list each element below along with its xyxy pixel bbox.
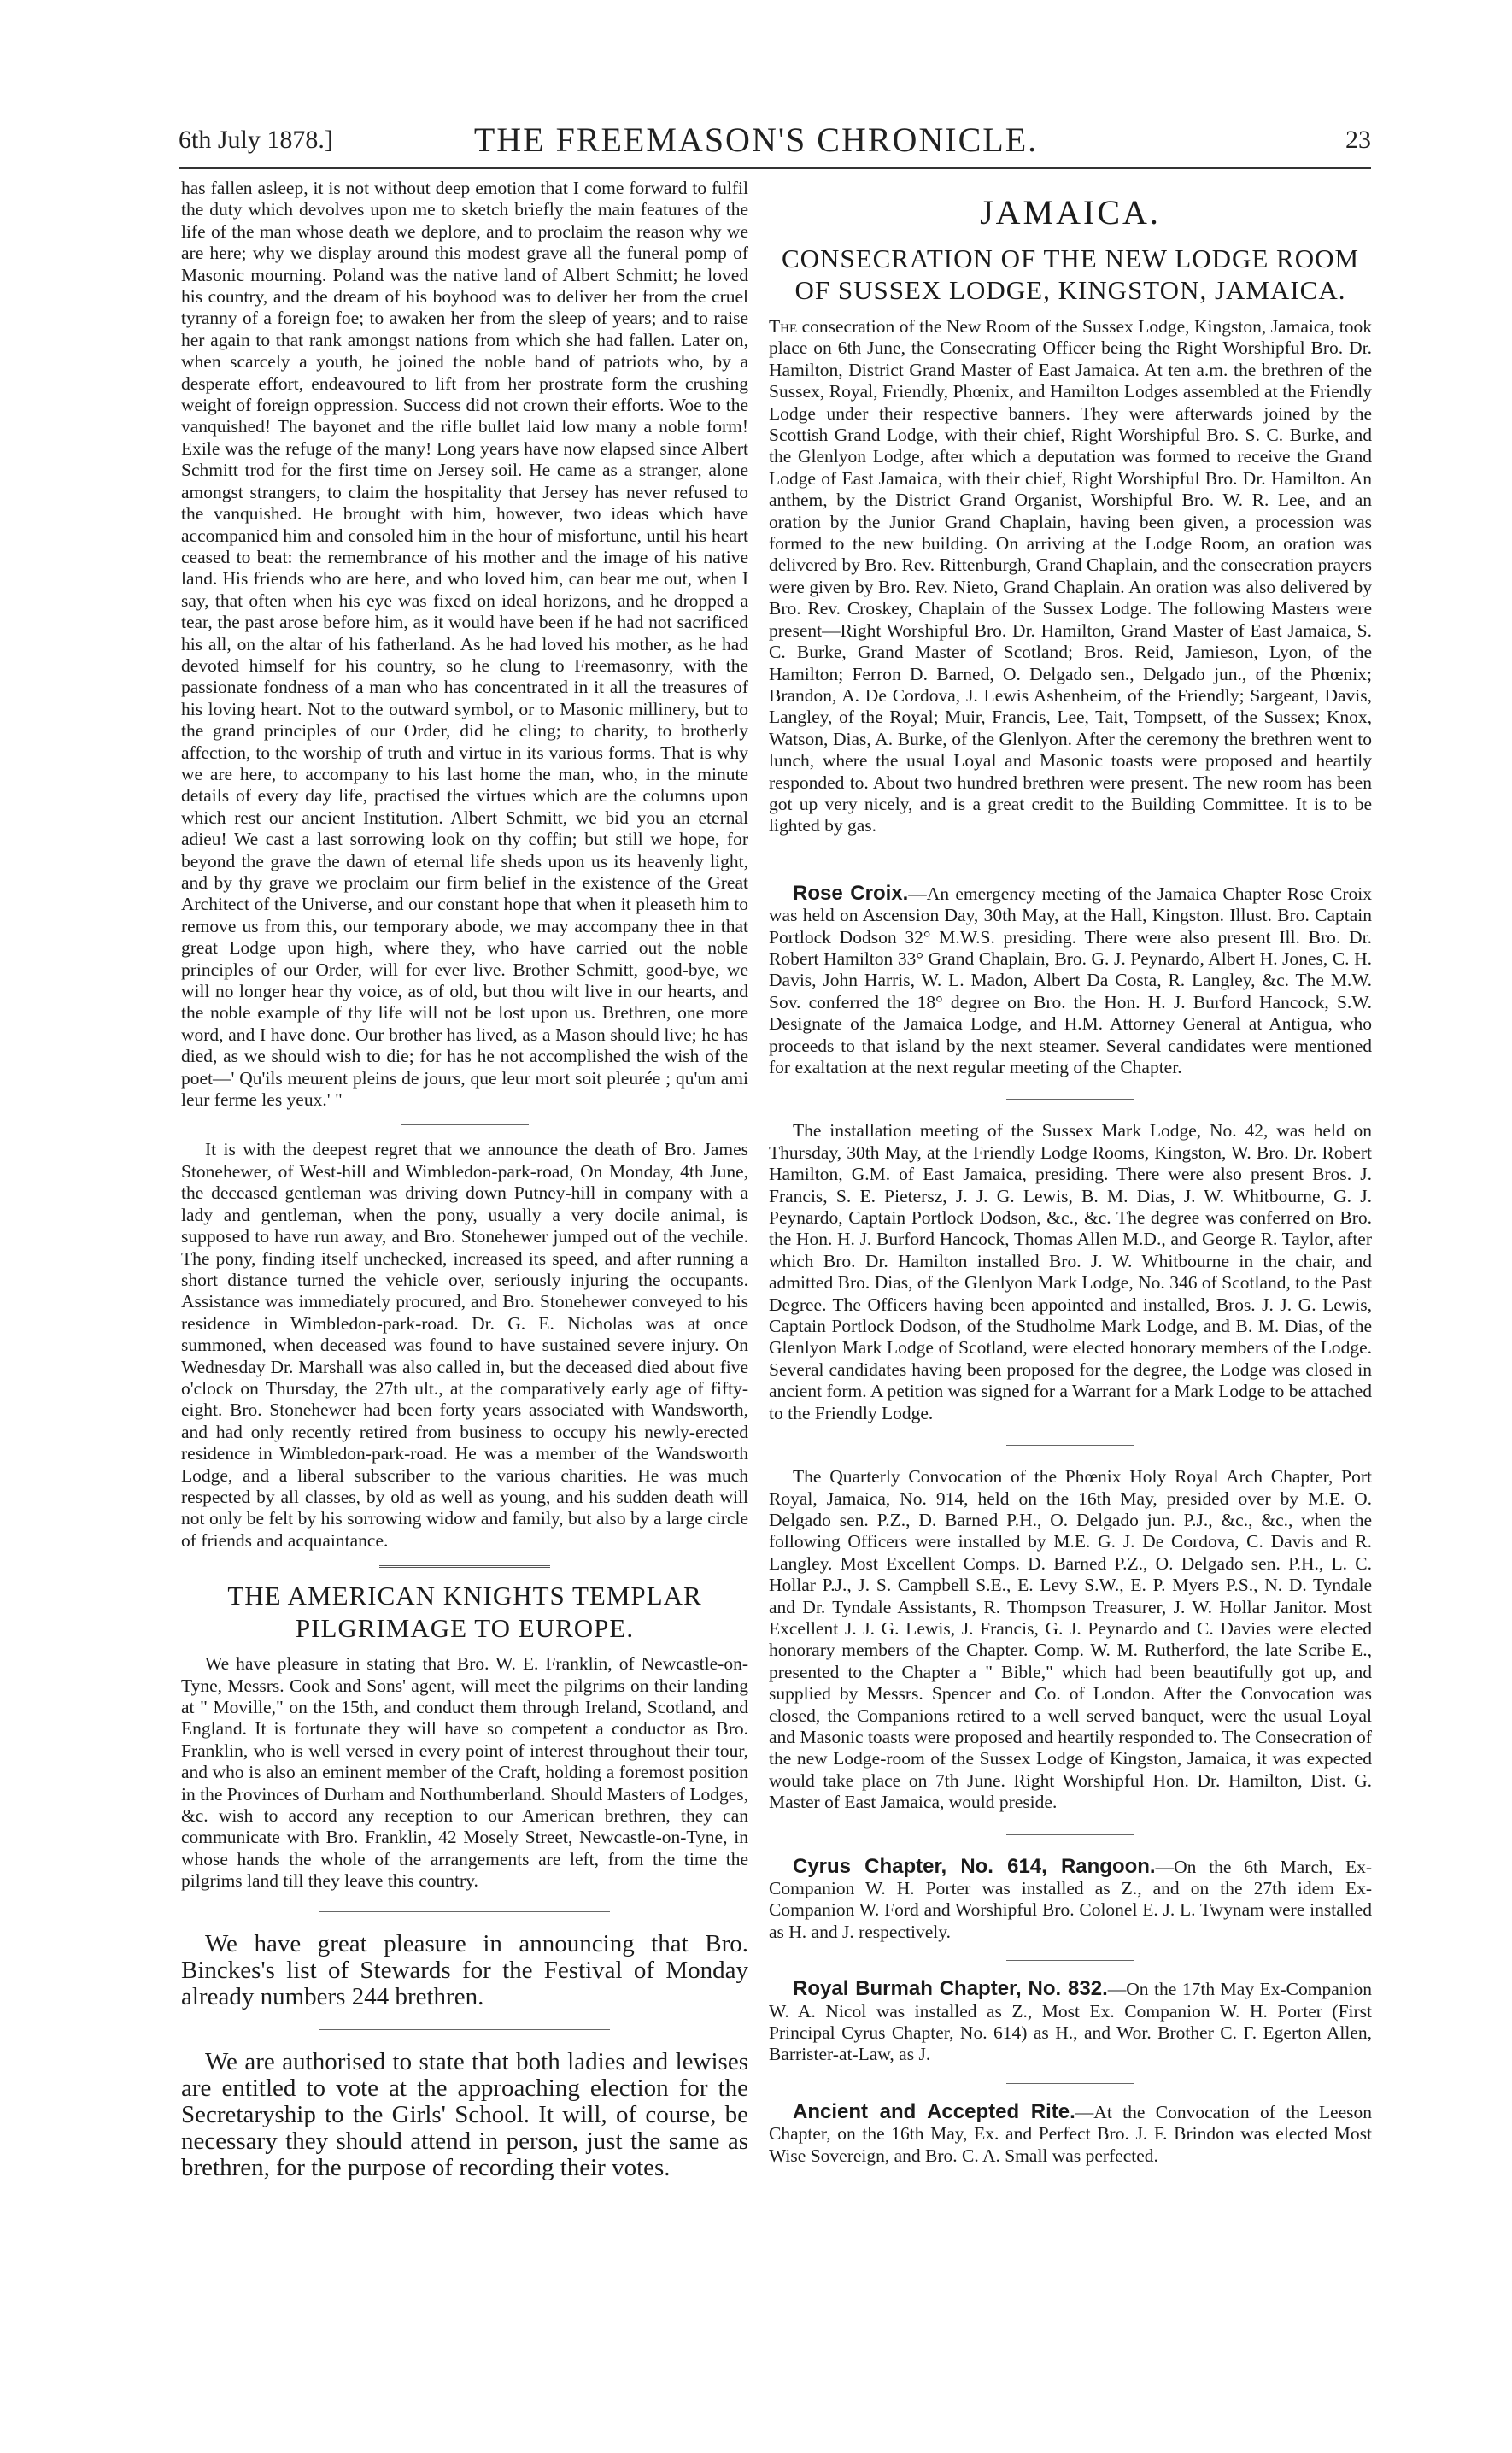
right-column xyxy=(769,178,1372,2167)
header-page-number: 23 xyxy=(1345,126,1371,154)
ancient-lead: Ancient and Accepted Rite. xyxy=(793,2099,1075,2123)
knights-subheading: PILGRIMAGE TO EUROPE. xyxy=(295,1613,635,1644)
jamaica-heading: JAMAICA. xyxy=(980,193,1161,232)
separator-rule xyxy=(1006,1445,1134,1446)
separator-rule xyxy=(379,1565,550,1568)
mark-lodge-article: The installation meeting of the Sussex Mark Lodge, No. 42, was held on Thursday, 30th May, at the Friendly Lodge Rooms, Kingston, W. Bro. Dr. Robert Hamilton, G.M. of East Jamaica, presiding. There were also present Bros. J. Francis, S. E. Pietersz, J. J. G. Lewis, B. M. Dias, J. W. Whitbourne, G. J. Peynardo, Captain Portlock Dodson, &c., &c. The degree was conferred on Bro. the Hon. H. J. Burford Hancock, Thomas Allen M.D., and George R. Taylor, after which Bro. Dr. Hamilton installed Bro. J. W. Whitbourne in the chair, and admitted Bro. Dias, of the Glenlyon Mark Lodge, No. 346 of Scotland, to the Past Degree. The Officers having been appointed and installed, Bros. J. J. G. Lewis, Captain Portlock Dodson, of the Studholme Mark Lodge, and B. M. Dias, of the Glenlyon Mark Lodge of Scotland, were elected honorary members of the Lodge. Several candidates having been proposed for the degree, the Lodge was closed in ancient form. A petition was signed for a Warrant for a Mark Lodge to be attached to the Friendly Lodge. xyxy=(769,1120,1372,1423)
left-column xyxy=(181,178,748,2181)
header-date: 6th July 1878.] xyxy=(179,126,333,154)
consecration-article xyxy=(769,316,1372,837)
consecration-body: consecration of the New Room of the Sussex Lodge, Kingston, Jamaica, took place on 6th June, the Consecrating Officer being the Right Worshipful Bro. Dr. Hamilton, District Grand Master of East Jamaica. At ten a.m. the brethren of the Sussex, Royal, Friendly, Phœnix, and Hamilton Lodges assembled at the Friendly Lodge under their respective banners. They were afterwards joined by the Scottish Grand Lodge, with their chief, Right Worshipful Bro. S. C. Burke, and the Glenlyon Lodge, after which a deputation was formed to receive the Grand Lodge of East Jamaica, with their chief, Right Worshipful Bro. Dr. Hamilton. An anthem, by the District Grand Organist, Worshipful Bro. W. R. Lee, and an oration by the Junior Grand Chaplain, having been given, a procession was formed to the new building. On arriving at the Lodge Room, an oration was delivered by Bro. Rev. Rittenburgh, Grand Chaplain, and the consecration prayers were given by Bro. Rev. Nieto, Grand Chaplain. An oration was also delivered by Bro. Rev. Croskey, Chaplain of the Sussex Lodge. The following Masters were present—Right Worshipful Bro. Dr. Hamilton, Grand Master of East Jamaica, S. C. Burke, Grand Master of Scotland; Bros. Reid, Jamieson, Lyon, of the Hamilton; Ferron D. Barned, O. Delgado sen., Delgado jun., of the Phœnix; Brandon, A. De Cordova, J. Lewis Ashenheim, of the Friendly; Sargeant, Davis, Langley, of the Royal; Muir, Francis, Lee, Tait, Tompsett, of the Sussex; Knox, Watson, Dias, A. Burke, of the Glenlyon. After the ceremony the brethren went to lunch, where the usual Loyal and Masonic toasts were proposed and heartily responded to. About two hundred brethren were present. The new room has been got up very nicely, and is a great credit to the Building Committee. It is to be lighted by gas. xyxy=(769,316,1372,836)
burmah-lead: Royal Burmah Chapter, No. 832. xyxy=(793,1977,1108,2001)
ladies-vote-notice: We are authorised to state that both ladies and lewises are entitled to vote at the approaching election for the Secretaryship to the Girls' School. It will, of course, be necessary they should attend in person, just the same as brethren, for the purpose of recording their votes. xyxy=(181,2047,748,2181)
rose-croix-article xyxy=(769,883,1372,1079)
eulogy-paragraph: has fallen asleep, it is not without deep emotion that I come forward to fulfil the duty which devolves upon me to sketch briefly the main features of the life of the man whose death we deplore, and to proclaim the reason why we are here; why we display around this modest grave all the funeral pomp of Masonic mourning. Poland was the native land of Albert Schmitt; he loved his country, and the dream of his boyhood was to deliver her from the cruel tyranny of a foreign foe; to awaken her from the sleep of years; and to raise her again to that rank amongst nations from which she had fallen. Later on, when scarcely a youth, he joined the noble band of patriots who, by a desperate effort, endeavoured to lift from her prostrate form the crushing weight of foreign oppression. Success did not crown their efforts. Woe to the vanquished! The bayonet and the rifle bullet laid low many a noble form! Exile was the refuge of the many! Long years have now elapsed since Albert Schmitt trod for the first time on Jersey soil. He came as a stranger, alone amongst strangers, to claim the hospitality that Jersey has never refused to the vanquished. He brought with him, however, two ideas which have accompanied him and consoled him in the hour of misfortune, until his heart ceased to beat: the remembrance of his mother and the image of his native land. His friends who are here, and who loved him, can bear me out, when I say, that often when his eye was fixed on ideal horizons, and he dropped a tear, the past arose before him, as it would have been if he had not sacrificed his all, on the altar of his fatherland. As he had loved his mother, as he had devoted himself for his country, so he clung to Freemasonry, with the passionate fondness of a man who has concentrated in it all the treasures of his loving heart. Not to the outward symbol, or to Masonic millinery, but to the grand principles of our Order, did he cling; to charity, to brotherly affection, to the worship of truth and virtue in its various forms. That is why we are here, to accompany to his last home the man, who, in the minute details of every day life, practised the virtues which are the columns upon which rest our ancient Institution. Albert Schmitt, we bid you an eternal adieu! We cast a last sorrowing look on thy coffin; but still we hope, for beyond the grave the dawn of eternal life sheds upon us its heavenly light, and by thy grave we proclaim our firm belief in the existence of the Great Architect of the Universe, and our constant hope that when it pleaseth him to remove us from this, our temporary abode, we may accompany thee in that great Lodge upon high, where they, who have carried out the noble principles of our Order, will for ever live. Brother Schmitt, good-bye, we will no longer hear thy voice, as of old, but thou wilt live in our hearts, and the noble example of thy life will not be lost upon us. Brethren, one more word, and I have done. Our brother has lived, as a Mason should live; he has died, as we should wish to die; for has he not accomplished the wish of the poet—' Qu'ils meurent pleins de jours, que leur mort soit pleurée ; qu'un ami leur ferme les yeux.' " xyxy=(181,178,748,1111)
ancient-body: —At the Convocation of the Leeson Chapter, on the 16th May, Ex. and Perfect Bro. J. F. Brindon was elected Most Wise Sovereign, and Bro. C. A. Small was perfected. xyxy=(769,2101,1372,2166)
separator-rule xyxy=(319,1911,610,1912)
binckes-notice: We have great pleasure in announcing that Bro. Binckes's list of Stewards for the Festival of Monday already numbers 244 brethren. xyxy=(181,1929,748,2010)
knights-heading: THE AMERICAN KNIGHTS TEMPLAR xyxy=(227,1581,702,1611)
rose-croix-lead: Rose Croix. xyxy=(793,881,909,905)
cyrus-lead: Cyrus Chapter, No. 614, Rangoon. xyxy=(793,1854,1156,1878)
cyrus-body: —On the 6th March, Ex-Companion W. H. Porter was installed as Z., and on the 27th idem Ex-Companion W. Ford and Worshipful Bro. Colonel E. J. L. Twynam were installed as H. and J. respectively. xyxy=(769,1856,1372,1942)
burmah-body: —On the 17th May Ex-Companion W. A. Nicol was installed as Z., Most Ex. Companion W. H. Porter (First Principal Cyrus Chapter, No. 614) as H., and Wor. Brother C. F. Egerton Allen, Barrister-at-Law, as J. xyxy=(769,1979,1372,2065)
knights-article: We have pleasure in stating that Bro. W. E. Franklin, of Newcastle-on-Tyne, Messrs. Cook and Sons' agent, will meet the pilgrims on their landing at " Moville," on the 15th, and conduct them through Ireland, Scotland, and England. It is fortunate they will have so competent a conductor as Bro. Franklin, who is well versed in every point of interest throughout their tour, and who is also an eminent member of the Craft, holding a foremost position in the Provinces of Durham and Northumberland. Should Masters of Lodges, &c. wish to accord any reception to our American brethren, they can communicate with Bro. Franklin, 42 Mosely Street, Newcastle-on-Tyne, in whose hands the whole of the arrangements are left, from the time the pilgrims land till they leave this country. xyxy=(181,1653,748,1892)
stonehewer-obituary: It is with the deepest regret that we announce the death of Bro. James Stonehewer, of West-hill and Wimbledon-park-road, On Monday, 4th June, the deceased gentleman was driving down Putney-hill in company with a lady and gentleman, when the pony, usually a very docile animal, is supposed to have run away, and Bro. Stonehewer jumped out of the vechile. The pony, finding itself unchecked, increased its speed, and after running a short distance turned the vehicle over, seriously injuring the occupants. Assistance was immediately procured, and Bro. Stonehewer conveyed to his residence in Wimbledon-park-road. Dr. G. E. Nicholas was at once summoned, when deceased was found to have sustained severe injury. On Wednesday Dr. Marshall was also called in, but the deceased died about five o'clock on Thursday, the 27th ult., at the comparatively early age of fifty-eight. Bro. Stonehewer had been forty years associated with Wandsworth, and had only recently retired from business to occupy his newly-erected residence in Wimbledon-park-road. He was a member of the Wandsworth Lodge, and a liberal subscriber to the various charities. He was much respected by all classes, by old as well as young, and his sudden death will not only be felt by his sorrowing widow and family, but also by a large circle of friends and acquaintance. xyxy=(181,1139,748,1551)
header-rule xyxy=(179,167,1371,169)
consecration-heading: CONSECRATION OF THE NEW LODGE ROOM OF SUSSEX LODGE, KINGSTON, JAMAICA. xyxy=(781,244,1360,305)
separator-rule xyxy=(401,1124,529,1125)
consecration-lead: The xyxy=(769,316,798,337)
separator-rule xyxy=(1006,1960,1134,1961)
header-title: THE FREEMASON'S CHRONICLE. xyxy=(473,120,1039,159)
phoenix-chapter-article: The Quarterly Convocation of the Phœnix Holy Royal Arch Chapter, Port Royal, Jamaica, No. 914, held on the 16th May, presided over by M.E. O. Delgado sen. P.Z., D. Barned P.H., O. Delgado jun. P.J., &c., &c., when the following Officers were installed by M.E. G. J. De Cordova, C. Davis and R. Langley. Most Excellent Comps. D. Barned P.Z., O. Delgado sen. P.H., L. C. Hollar P.J., J. S. Campbell S.E., E. Levy S.W., E. P. Myers P.S., N. D. Tyndale and Dr. Tyndale Assistants, R. Thompson Treasurer, J. W. Hollar Janitor. Most Excellent J. J. G. Lewis, J. Francis, G. J. Peynardo and C. Davies were elected honorary members of the Chapter. Comp. W. M. Rutherford, the late Scribe E., presented to the Chapter a " Bible," which had been beautifully got up, and supplied by Messrs. Spencer and Co. of London. After the Convocation was closed, the Companions retired to a well served banquet, were the usual Loyal and Masonic toasts were proposed and heartily responded to. The Consecration of the new Lodge-room of the Sussex Lodge of Kingston, Jamaica, it was expected would take place on 7th June. Right Worshipful Hon. Dr. Hamilton, Dist. G. Master of East Jamaica, would preside. xyxy=(769,1466,1372,1813)
separator-rule xyxy=(319,2029,610,2030)
separator-rule xyxy=(1006,1834,1134,1835)
separator-rule xyxy=(1006,1099,1134,1100)
ancient-rite-article xyxy=(769,2101,1372,2167)
separator-rule xyxy=(1006,2083,1134,2084)
rose-croix-body: —An emergency meeting of the Jamaica Chapter Rose Croix was held on Ascension Day, 30th May, at the Hall, Kingston. Illust. Bro. Captain Portlock Dodson 32° M.W.S. presiding. There were also present Ill. Bro. Dr. Robert Hamilton 33° Grand Chaplain, Bro. G. J. Peynardo, Albert H. Jones, C. H. Davis, John Harris, W. L. Madon, Albert Da Costa, R. Langley, &c. The M.W. Sov. conferred the 18° degree on Bro. the Hon. H. J. Burford Hancock, S.W. Designate of the Jamaica Lodge, and H.M. Attorney General at Antigua, who proceeds to that island by the next steamer. Several candidates were mentioned for exaltation at the next regular meeting of the Chapter. xyxy=(769,883,1373,1077)
burmah-chapter-article xyxy=(769,1978,1372,2066)
cyrus-chapter-article xyxy=(769,1856,1372,1944)
